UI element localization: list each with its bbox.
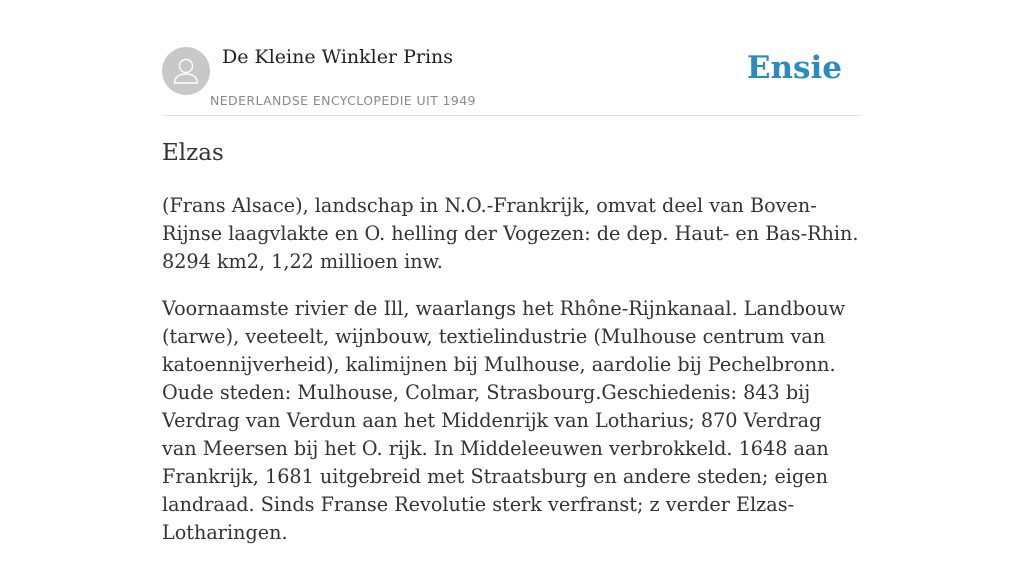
entry-title: Elzas <box>162 140 224 166</box>
brand-logo-link[interactable]: Ensie <box>746 50 842 86</box>
source-title-link[interactable]: De Kleine Winkler Prins <box>222 46 454 68</box>
entry-paragraph-1: (Frans Alsace), landschap in N.O.-Frankrijk, omvat deel van Boven-Rijnse laagvlakte en O. helling der Vogezen: de dep. Haut- en Bas-Rhin. 8294 km2, 1,22 millioen inw. <box>162 194 859 273</box>
entry-paragraph-2: Voornaamste rivier de Ill, waarlangs het Rhône-Rijnkanaal. Landbouw (tarwe), veeteelt, wijnbouw, textielindustrie (Mulhouse centrum van katoennijverheid), kalimijnen bij Mulhouse, aardolie bij Pechelbronn. Oude steden: Mulhouse, Colmar, Strasbourg.Geschiedenis: 843 bij Verdrag van Verdun aan het Middenrijk van Lotharius; 870 Verdrag van Meersen bij het O. rijk. In Middeleeuwen verbrokkeld. 1648 aan Frankrijk, 1681 uitgebreid met Straatsburg en andere steden; eigen landraad. Sinds Franse Revolutie sterk verfranst; z verder Elzas-Lotharingen. <box>162 297 846 544</box>
source-subtitle: NEDERLANDSE ENCYCLOPEDIE UIT 1949 <box>210 93 476 108</box>
avatar[interactable] <box>162 47 210 95</box>
user-silhouette-icon <box>162 47 210 95</box>
site-header <box>162 0 862 116</box>
entry-body <box>162 192 862 566</box>
